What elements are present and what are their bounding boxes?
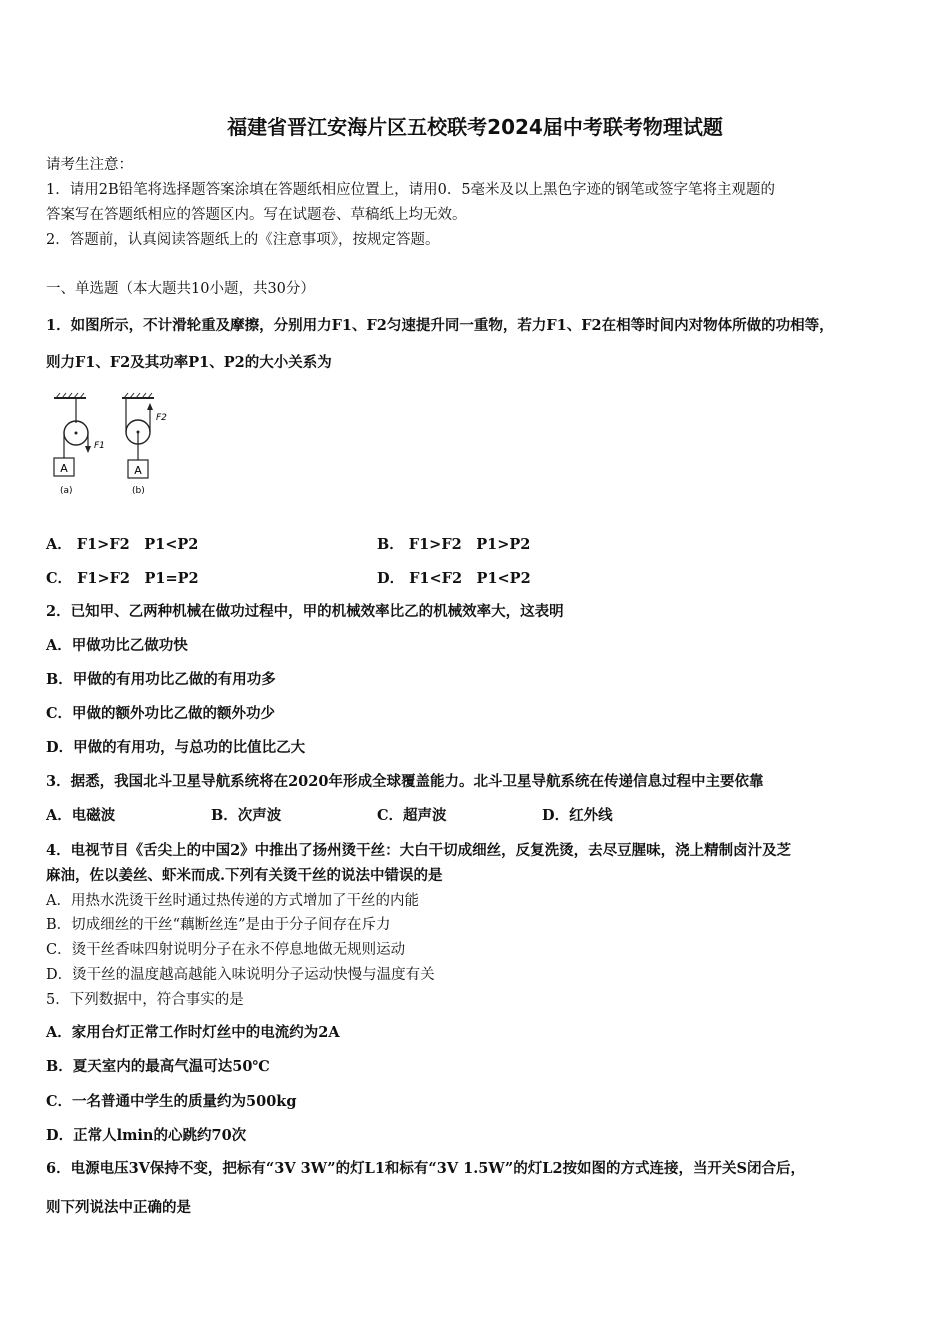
- block-label-b: A: [134, 464, 142, 477]
- q4-option-d: D．烫干丝的温度越高越能入味说明分子运动快慢与温度有关: [46, 967, 435, 983]
- pulley-a: [54, 393, 105, 496]
- section-heading: 一、单选题（本大题共10小题，共30分）: [46, 281, 315, 297]
- q5-option-c: C．一名普通中学生的质量约为500kg: [46, 1093, 297, 1110]
- block-label-a: A: [60, 462, 68, 475]
- q4-option-a: A．用热水洗烫干丝时通过热传递的方式增加了干丝的内能: [46, 893, 419, 909]
- q3-option-c: C．超声波: [377, 807, 447, 824]
- q4-text-a: 4．电视节目《舌尖上的中国2》中推出了扬州烫干丝：大白干切成细丝，反复洗烫，去尽豆腥味，浇上精制卤汁及芝: [46, 842, 792, 859]
- q4-text-b: 麻油，佐以姜丝、虾米而成.下列有关烫干丝的说法中错误的是: [46, 867, 443, 884]
- q1-option-b: B． F1>F2 P1>P2: [377, 536, 531, 553]
- q3-option-d: D．红外线: [542, 807, 613, 824]
- q1-option-c: C． F1>F2 P1=P2: [46, 570, 199, 587]
- q1-option-d: D． F1<F2 P1<P2: [377, 570, 531, 587]
- page-title: 福建省晋江安海片区五校联考2024届中考联考物理试题: [227, 115, 723, 139]
- q1-text-b: 则力F1、F2及其功率P1、P2的大小关系为: [46, 354, 332, 371]
- q4-option-c: C．烫干丝香味四射说明分子在永不停息地做无规则运动: [46, 942, 406, 958]
- force-label-f2: F2: [156, 413, 167, 423]
- caption-a: (a): [60, 486, 73, 496]
- notice-item-1b: 答案写在答题纸相应的答题区内。写在试题卷、草稿纸上均无效。: [46, 207, 467, 223]
- q3-option-a: A．电磁波: [46, 807, 116, 824]
- q1-text-a: 1．如图所示，不计滑轮重及摩擦，分别用力F1、F2匀速提升同一重物，若力F1、F2在相等时间内对物体所做的功相等，: [46, 317, 834, 334]
- q2-option-b: B．甲做的有用功比乙做的有用功多: [46, 671, 276, 688]
- pulley-figure: [44, 390, 184, 502]
- q6-text-a: 6．电源电压3V保持不变，把标有“3V 3W”的灯L1和标有“3V 1.5W”的灯L2按如图的方式连接，当开关S闭合后，: [46, 1160, 806, 1177]
- q2-text: 2．已知甲、乙两种机械在做功过程中，甲的机械效率比乙的机械效率大，这表明: [46, 603, 564, 620]
- q3-text: 3．据悉，我国北斗卫星导航系统将在2020年形成全球覆盖能力。北斗卫星导航系统在传递信息过程中主要依靠: [46, 773, 764, 790]
- q4-option-b: B．切成细丝的干丝“藕断丝连”是由于分子间存在斥力: [46, 917, 391, 933]
- q5-text: 5．下列数据中，符合事实的是: [46, 992, 244, 1008]
- notice-heading: 请考生注意：: [46, 157, 133, 173]
- caption-b: (b): [132, 486, 145, 496]
- q2-option-c: C．甲做的额外功比乙做的额外功少: [46, 705, 276, 722]
- q1-option-a: A． F1>F2 P1<P2: [46, 536, 199, 553]
- notice-item-2: 2．答题前，认真阅读答题纸上的《注意事项》，按规定答题。: [46, 232, 440, 248]
- force-label-f1: F1: [94, 441, 105, 451]
- q2-option-d: D．甲做的有用功，与总功的比值比乙大: [46, 739, 306, 756]
- q6-text-b: 则下列说法中正确的是: [46, 1199, 191, 1216]
- pulley-b: [122, 393, 167, 496]
- q3-option-b: B．次声波: [211, 807, 282, 824]
- notice-item-1a: 1．请用2B铅笔将选择题答案涂填在答题纸相应位置上，请用0．5毫米及以上黑色字迹的钢笔或签字笔将主观题的: [46, 182, 776, 198]
- q2-option-a: A．甲做功比乙做功快: [46, 637, 188, 654]
- q5-option-b: B．夏天室内的最高气温可达50℃: [46, 1058, 270, 1075]
- q5-option-a: A．家用台灯正常工作时灯丝中的电流约为2A: [46, 1024, 340, 1041]
- q5-option-d: D．正常人lmin的心跳约70次: [46, 1127, 247, 1144]
